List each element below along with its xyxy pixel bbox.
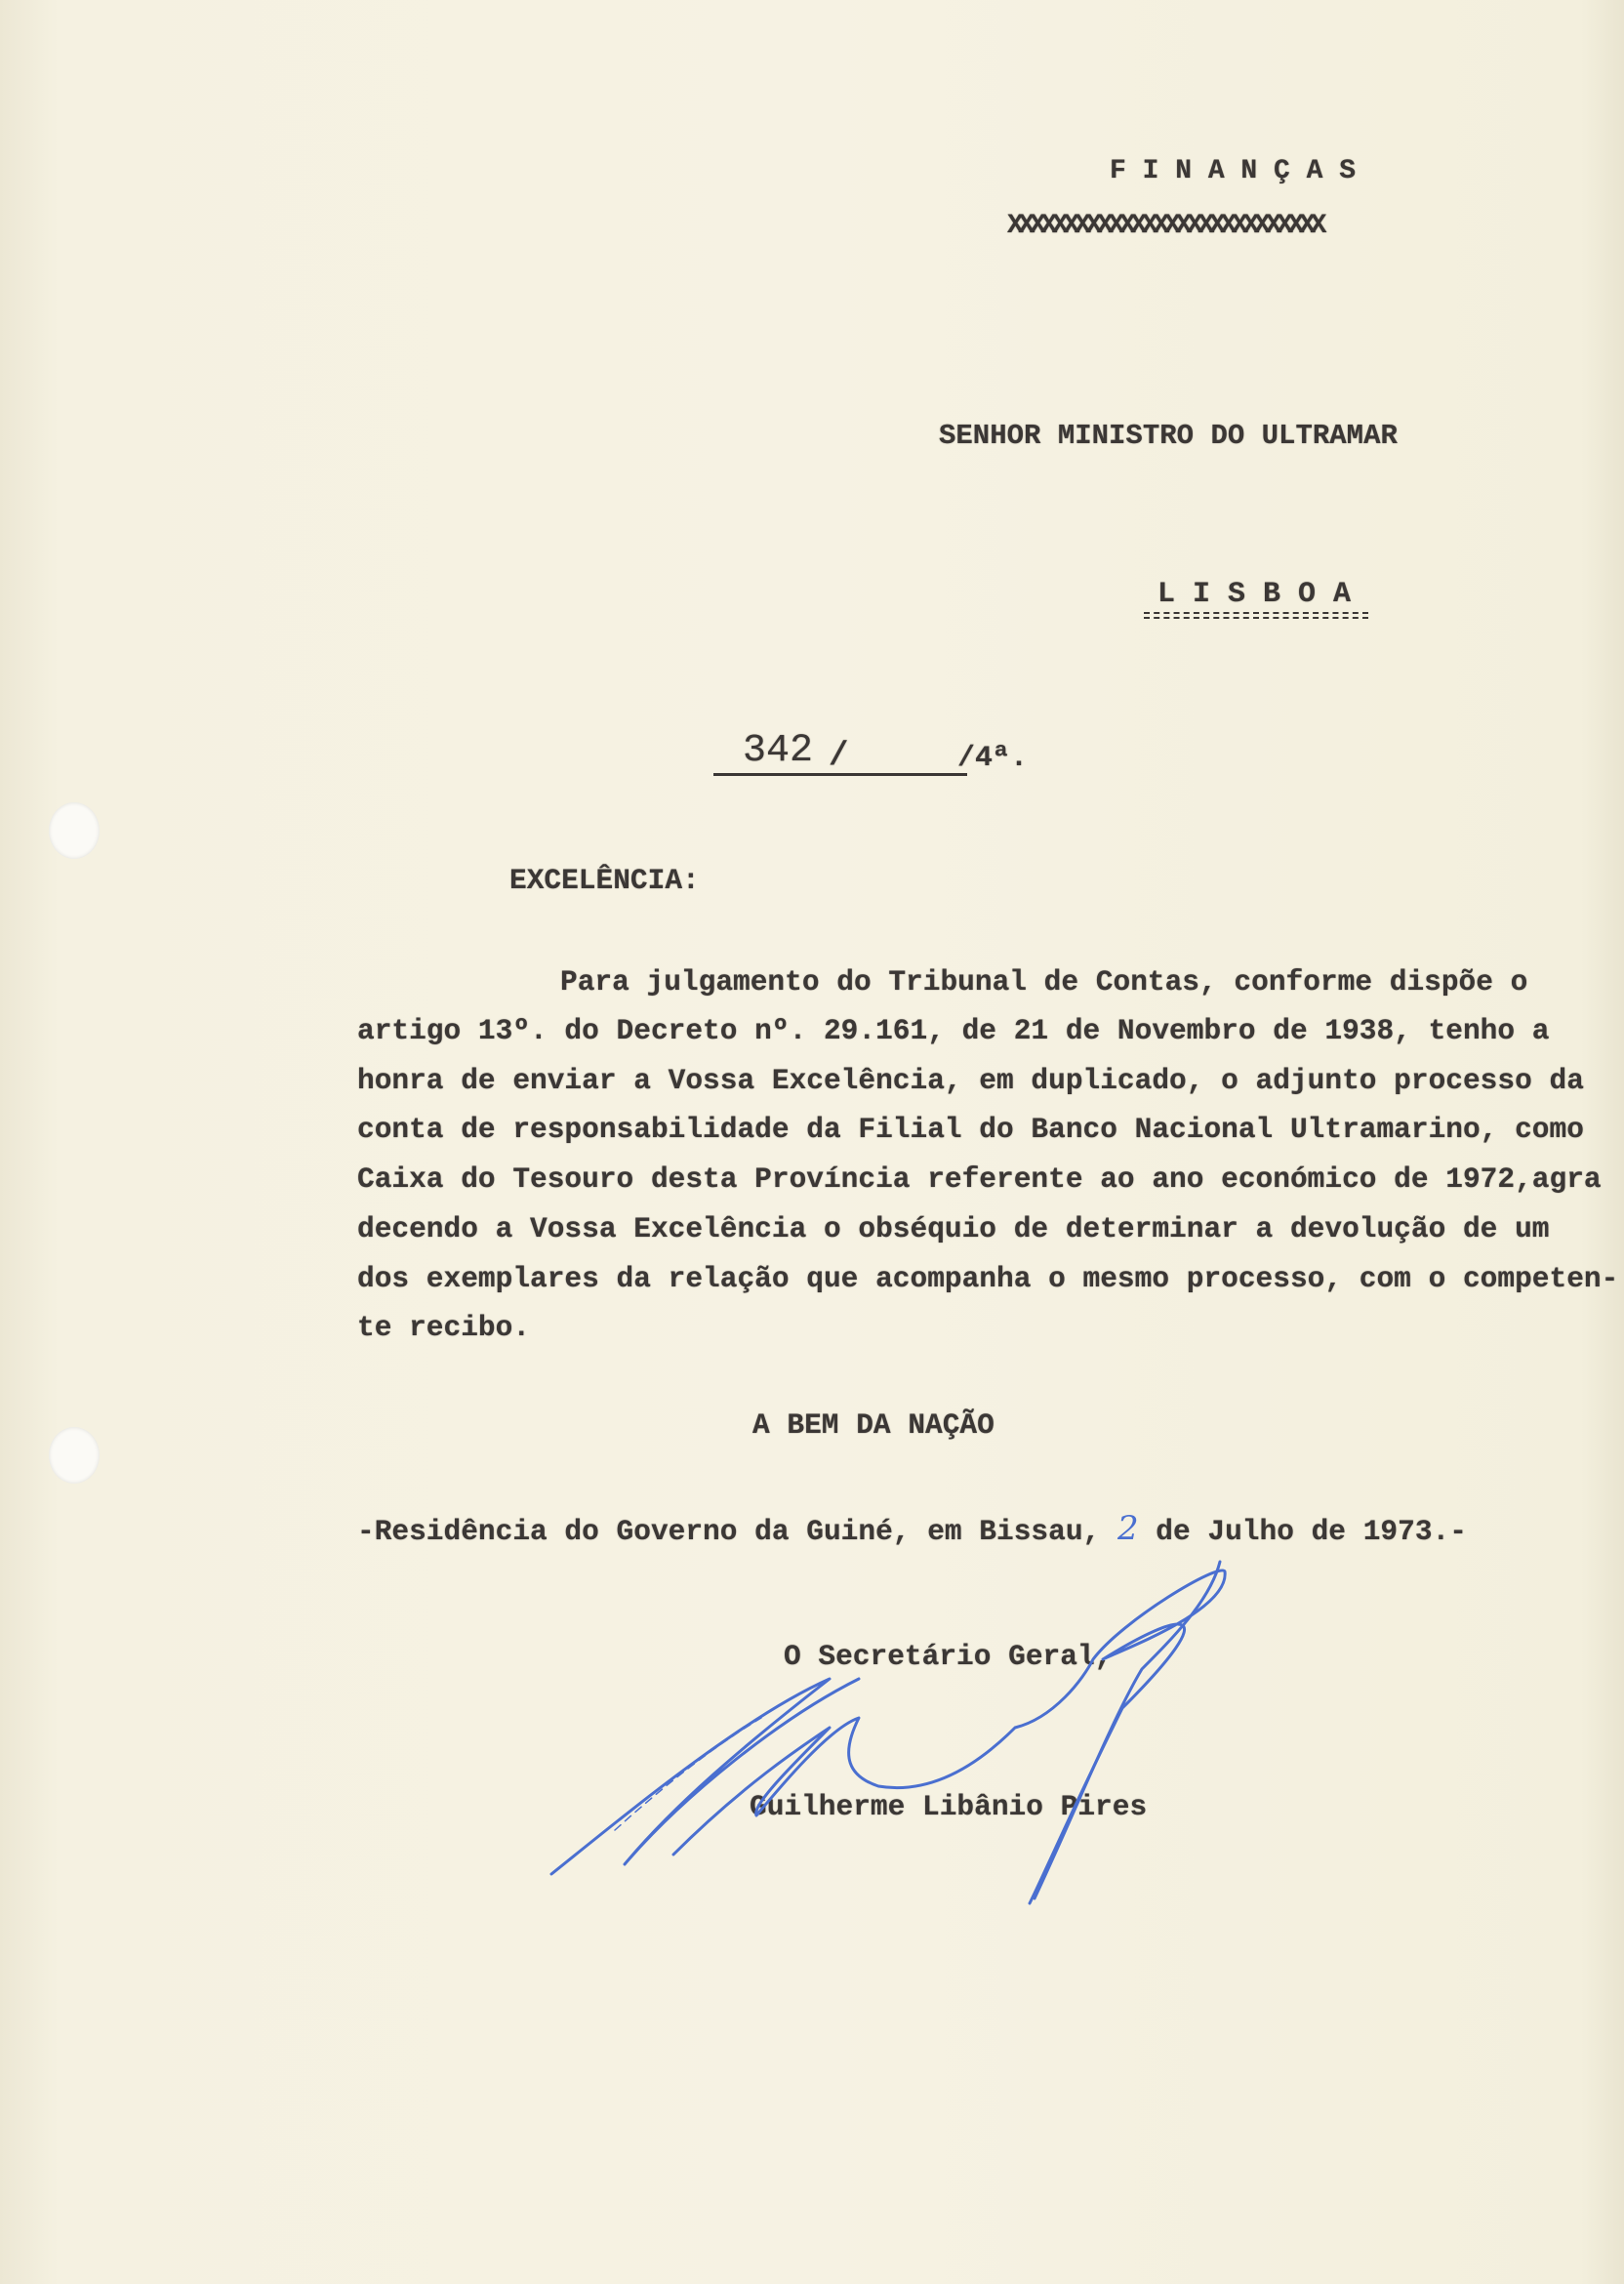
signatory-name: Guilherme Libânio Pires xyxy=(750,1790,1148,1823)
handwritten-day: 2 xyxy=(1116,1509,1139,1548)
body-line-6: decendo a Vossa Excelência o obséquio de determinar a devolução de um xyxy=(357,1212,1550,1245)
reference-suffix: /4ª. xyxy=(957,742,1029,775)
body-line-1: Para julgamento do Tribunal de Contas, conforme dispõe o xyxy=(560,965,1528,999)
department-heading: F I N A N Ç A S xyxy=(1110,156,1357,186)
place-date-before: -Residência do Governo da Guiné, em Bissau, xyxy=(357,1515,1117,1548)
body-line-7: dos exemplares da relação que acompanha o mesmo processo, com o competen- xyxy=(357,1262,1619,1295)
signatory-title: O Secretário Geral, xyxy=(784,1640,1113,1673)
place-date-after: de Julho de 1973.- xyxy=(1138,1515,1467,1548)
body-line-2: artigo 13º. do Decreto nº. 29.161, de 21 de Novembro de 1938, tenho a xyxy=(357,1014,1550,1047)
addressee: SENHOR MINISTRO DO ULTRAMAR xyxy=(939,420,1398,452)
city: L I S B O A xyxy=(1157,578,1352,611)
body-line-8: te recibo. xyxy=(357,1311,531,1344)
body-line-3: honra de enviar a Vossa Excelência, em duplicado, o adjunto processo da xyxy=(357,1064,1584,1097)
salutation: EXCELÊNCIA: xyxy=(509,864,700,897)
reference-separator: / xyxy=(829,738,849,775)
struck-line: XXXXXXXXXXXXXXXXXXXXXXXXXXXX xyxy=(1007,211,1322,241)
reference-number-value: 342 xyxy=(743,729,814,773)
body-line-4: conta de responsabilidade da Filial do Banco Nacional Ultramarino, como xyxy=(357,1113,1584,1146)
closing: A BEM DA NAÇÃO xyxy=(752,1408,995,1442)
body-line-5: Caixa do Tesouro desta Província referente ao ano económico de 1972,agra xyxy=(357,1162,1602,1196)
